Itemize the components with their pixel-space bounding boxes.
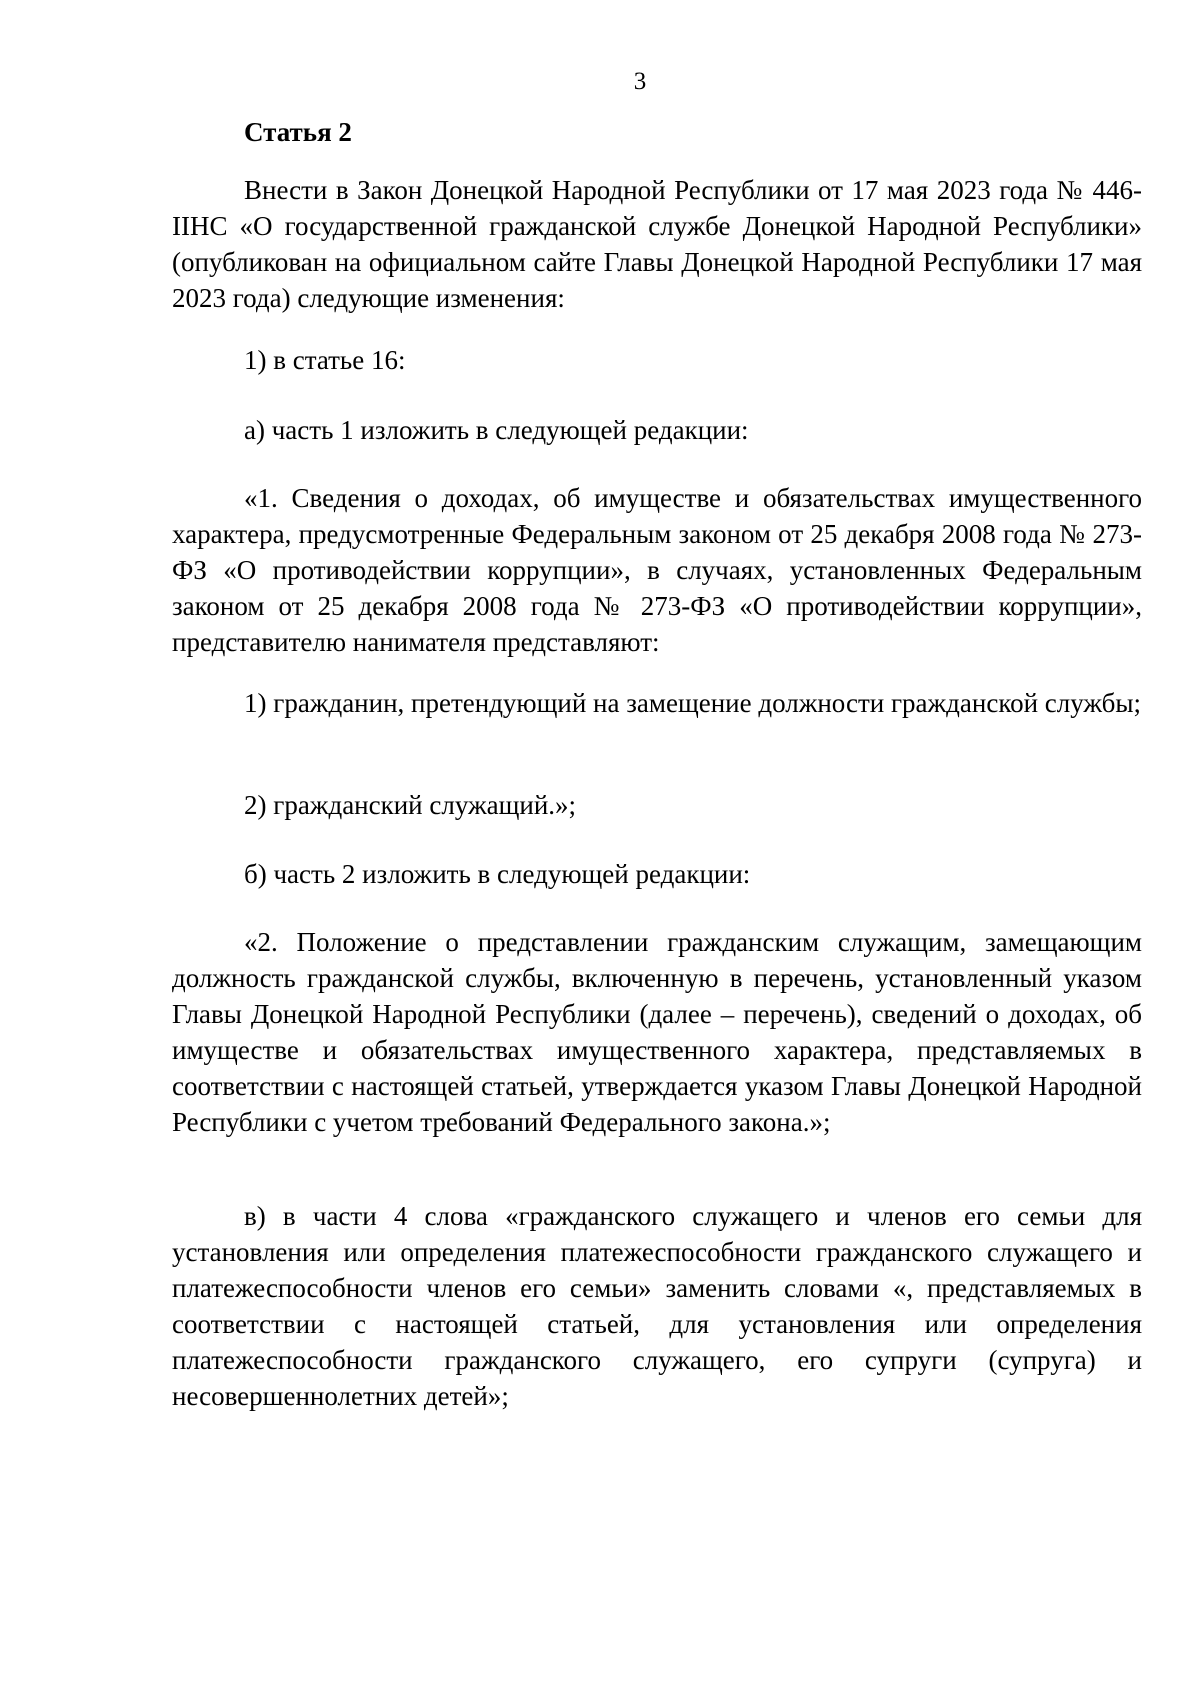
paragraph-subitem-b: б) часть 2 изложить в следующей редакции: [244,859,751,889]
paragraph-part-1-item-1: 1) гражданин, претендующий на замещение должности гражданской службы; [244,688,1142,718]
paragraph-part-2-text: «2. Положение о представлении гражданским служащим, замещающим должность гражданской службы, включенную в перечень, установленный указом Главы Донецкой Народной Республики (далее – перечень), сведений о доходах, об имуществе и обязательствах имущественного характера, представляемых в соответствии с настоящей статьей, утверждается указом Главы Донецкой Народной Республики с учетом требований Федерального закона.»; [172,927,1142,1137]
paragraph-part-1-text: «1. Сведения о доходах, об имуществе и обязательствах имущественного характера, предусмотренные Федеральным законом от 25 декабря 2008 года № 273-ФЗ «О противодействии коррупции», в случаях, установленных Федеральным законом от 25 декабря 2008 года № 273-ФЗ «О противодействии коррупции», представителю нанимателя представляют: [172,483,1142,657]
article-heading: Статья 2 [244,117,352,147]
page-number: 3 [633,68,647,95]
paragraph-intro: Внести в Закон Донецкой Народной Республики от 17 мая 2023 года № 446-IIНС «О государственной гражданской службе Донецкой Народной Республики» (опубликован на официальном сайте Главы Донецкой Народной Республики 17 мая 2023 года) следующие изменения: [172,175,1142,313]
paragraph-subitem-v: в) в части 4 слова «гражданского служащего и членов его семьи для установления или определения платежеспособности гражданского служащего и платежеспособности членов его семьи» заменить словами «, представляемых в соответствии с настоящей статьей, для установления или определения платежеспособности гражданского служащего, его супруги (супруга) и несовершеннолетних детей»; [172,1201,1142,1411]
paragraph-part-1-item-2: 2) гражданский служащий.»; [244,790,577,820]
paragraph-subitem-a: а) часть 1 изложить в следующей редакции: [244,415,749,445]
paragraph-item-1: 1) в статье 16: [244,345,406,375]
